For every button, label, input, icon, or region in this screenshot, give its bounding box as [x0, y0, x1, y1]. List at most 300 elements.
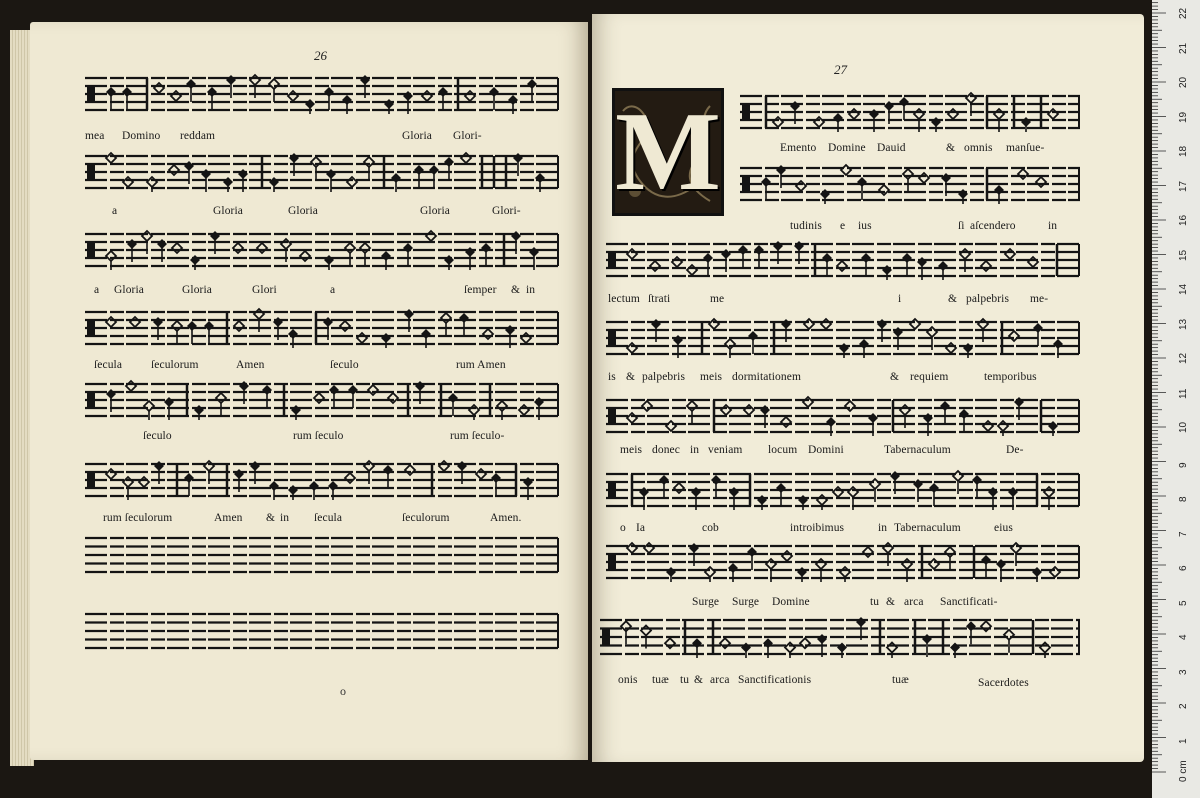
- lyric: Domini: [808, 444, 844, 456]
- note-icon: [822, 253, 832, 276]
- note-icon: [627, 343, 637, 353]
- note-icon: [672, 257, 682, 267]
- note-icon: [981, 261, 991, 271]
- lyric: palpebris: [642, 371, 686, 383]
- lyric: &: [890, 371, 900, 383]
- music-staff: [85, 150, 559, 194]
- page-number: 27: [834, 62, 847, 77]
- clef-icon: [608, 252, 616, 268]
- note-icon: [429, 165, 439, 188]
- note-icon: [459, 313, 469, 336]
- note-icon: [665, 638, 675, 648]
- lyric: &: [511, 284, 521, 296]
- note-icon: [899, 97, 909, 120]
- note-icon: [644, 543, 654, 553]
- clef-icon: [742, 104, 750, 120]
- note-icon: [139, 477, 149, 487]
- ruler-mark-label: 16: [1178, 214, 1189, 226]
- lyric: aſcendero: [970, 220, 1016, 232]
- note-icon: [903, 169, 913, 192]
- note-icon: [1009, 331, 1019, 341]
- note-icon: [627, 543, 637, 553]
- clef-icon: [608, 330, 616, 346]
- note-icon: [324, 87, 334, 110]
- ruler-mark-label: 13: [1178, 318, 1189, 330]
- note-icon: [348, 385, 358, 408]
- lyric: requiem: [910, 371, 949, 383]
- lyric: rum ſeculorum: [103, 512, 173, 524]
- clef-icon: [608, 408, 616, 424]
- lyric: &: [946, 142, 956, 154]
- lyric: introibimus: [790, 522, 845, 534]
- lyric: manſue-: [1006, 142, 1045, 154]
- note-icon: [705, 567, 715, 582]
- lyric: arca: [904, 596, 924, 608]
- note-icon: [946, 343, 956, 353]
- lyric: tuæ: [892, 674, 909, 686]
- note-icon: [154, 83, 164, 93]
- note-icon: [738, 245, 748, 268]
- page-number: 26: [314, 48, 327, 63]
- ruler-mark-label: 22: [1178, 7, 1189, 19]
- lyric: Sanctificationis: [738, 674, 812, 686]
- note-icon: [465, 91, 475, 101]
- lyric: Glori-: [492, 205, 521, 217]
- ruler-mark-label: 14: [1178, 283, 1189, 295]
- note-icon: [269, 481, 279, 500]
- lyric: Gloria: [402, 130, 432, 142]
- lyric: Dauid: [877, 142, 906, 154]
- lyric: tu: [870, 596, 880, 608]
- note-icon: [422, 91, 432, 101]
- lyric: Gloria: [114, 284, 144, 296]
- ruler-mark-label: 19: [1178, 111, 1189, 123]
- lyric: tuæ: [652, 674, 669, 686]
- note-icon: [311, 157, 321, 180]
- note-icon: [948, 109, 958, 119]
- note-icon: [821, 319, 831, 329]
- lyric: rum Amen: [456, 359, 506, 371]
- note-icon: [674, 483, 684, 493]
- lyric: Sacerdotes: [978, 677, 1029, 689]
- note-icon: [627, 249, 637, 259]
- note-icon: [508, 95, 518, 114]
- lyric: eius: [994, 522, 1013, 534]
- note-icon: [345, 243, 355, 266]
- note-icon: [347, 177, 357, 187]
- lyric: lectum: [608, 293, 640, 305]
- ruler-mark-label: 21: [1178, 42, 1189, 54]
- ruler-mark-label: 12: [1178, 352, 1189, 364]
- ruler-mark-label: 9: [1178, 461, 1189, 468]
- lyric: donec: [652, 444, 680, 456]
- note-icon: [863, 547, 873, 557]
- lyric: omnis: [964, 142, 993, 154]
- lyric: veniam: [708, 444, 743, 456]
- lyric: ſecula: [94, 359, 123, 371]
- ruler-mark-label: 2: [1178, 703, 1189, 709]
- note-icon: [360, 243, 370, 266]
- note-icon: [122, 87, 132, 110]
- note-icon: [776, 483, 786, 506]
- lyric: dormitationem: [732, 371, 802, 383]
- note-icon: [940, 401, 950, 424]
- note-icon: [233, 243, 243, 253]
- lyric: tu: [680, 674, 690, 686]
- lyric: Gloria: [213, 205, 243, 217]
- note-icon: [761, 177, 771, 200]
- note-icon: [438, 87, 448, 110]
- note-icon: [207, 87, 217, 110]
- note-icon: [527, 79, 537, 102]
- note-icon: [172, 321, 182, 344]
- ruler-mark-label: 5: [1178, 599, 1189, 606]
- note-icon: [476, 469, 486, 479]
- note-icon: [405, 465, 415, 475]
- lyric: Domine: [828, 142, 866, 154]
- ruler-mark-label: 4: [1178, 634, 1189, 640]
- lyric: Amen: [214, 512, 243, 524]
- lyric: tudinis: [790, 220, 823, 232]
- note-icon: [171, 91, 181, 101]
- note-icon: [1028, 257, 1038, 267]
- note-icon: [1018, 169, 1028, 179]
- note-icon: [747, 547, 757, 570]
- lyric: e: [840, 220, 846, 232]
- lyric: Amen.: [490, 512, 522, 524]
- note-icon: [814, 117, 824, 127]
- clef-icon: [87, 392, 95, 408]
- note-icon: [859, 339, 869, 358]
- note-icon: [929, 559, 939, 569]
- lyric: me: [710, 293, 725, 305]
- note-icon: [130, 317, 140, 327]
- note-icon: [328, 481, 338, 500]
- note-icon: [803, 397, 813, 407]
- music-staff: [85, 378, 559, 422]
- note-icon: [448, 393, 458, 416]
- note-icon: [106, 469, 116, 479]
- note-icon: [833, 113, 843, 132]
- lyric: temporibus: [984, 371, 1037, 383]
- clef-icon: [87, 320, 95, 336]
- note-icon: [861, 253, 871, 276]
- music-staff: [85, 72, 559, 116]
- lyric: i: [898, 293, 902, 305]
- clef-icon: [608, 554, 616, 570]
- note-icon: [204, 321, 214, 344]
- note-icon: [687, 265, 697, 275]
- note-icon: [184, 473, 194, 496]
- lyric: meis: [700, 371, 723, 383]
- ruler-mark-label: 15: [1178, 249, 1189, 261]
- note-icon: [342, 95, 352, 114]
- note-icon: [106, 317, 116, 327]
- note-icon: [381, 251, 391, 270]
- note-icon: [659, 475, 669, 498]
- empty-staff: [85, 608, 559, 654]
- note-icon: [826, 417, 836, 436]
- ruler-mark-label: 1: [1178, 737, 1189, 744]
- note-icon: [666, 421, 676, 431]
- note-icon: [329, 385, 339, 408]
- note-icon: [748, 331, 758, 354]
- lyric: ſtrati: [648, 293, 671, 305]
- lyric: o: [620, 522, 626, 534]
- note-icon: [744, 405, 754, 415]
- lyric: Gloria: [182, 284, 212, 296]
- note-icon: [966, 621, 976, 644]
- music-staff: [606, 394, 1080, 438]
- note-icon: [994, 185, 1004, 204]
- lyric: in: [878, 522, 888, 534]
- note-icon: [800, 638, 810, 648]
- note-icon: [257, 243, 267, 253]
- note-icon: [721, 405, 731, 415]
- note-icon: [186, 79, 196, 102]
- lyric: Glori-: [453, 130, 482, 142]
- note-icon: [461, 153, 471, 163]
- lyric: ſecula: [314, 512, 343, 524]
- ruler-mark-label: 10: [1178, 421, 1189, 433]
- music-staff: [600, 614, 1080, 660]
- note-icon: [902, 253, 912, 276]
- lyric: ius: [858, 220, 872, 232]
- note-icon: [781, 417, 791, 427]
- note-icon: [1004, 630, 1014, 653]
- music-staff: [85, 228, 559, 272]
- lyric: Glori: [252, 284, 277, 296]
- lyric: Tabernaculum: [894, 522, 961, 534]
- note-icon: [959, 409, 969, 432]
- note-icon: [262, 385, 272, 408]
- note-icon: [720, 638, 730, 648]
- note-icon: [1036, 177, 1046, 187]
- lyric: me-: [1030, 293, 1049, 305]
- ruler-mark-label: 7: [1178, 530, 1189, 537]
- music-staff: [740, 162, 1080, 206]
- clef-icon: [608, 482, 616, 498]
- catchword: o: [340, 684, 346, 698]
- lyric: palpebris: [966, 293, 1010, 305]
- note-icon: [1053, 339, 1063, 358]
- lyric: Tabernaculum: [884, 444, 951, 456]
- music-staff: [606, 238, 1080, 282]
- clef-icon: [602, 629, 610, 646]
- lyric: in: [526, 284, 536, 296]
- note-icon: [1050, 567, 1060, 577]
- note-icon: [519, 405, 529, 415]
- note-icon: [841, 165, 851, 175]
- lyric: Sanctificati-: [940, 596, 998, 608]
- note-icon: [981, 621, 991, 631]
- note-icon: [796, 181, 806, 191]
- note-icon: [627, 413, 637, 423]
- lyric: Domino: [122, 130, 161, 142]
- note-icon: [421, 329, 431, 348]
- note-icon: [414, 165, 424, 188]
- lyric: locum: [768, 444, 798, 456]
- note-icon: [709, 319, 719, 329]
- note-icon: [388, 393, 398, 403]
- note-icon: [535, 173, 545, 192]
- note-icon: [981, 555, 991, 578]
- ruler-mark-label: 18: [1178, 145, 1189, 157]
- note-icon: [234, 321, 244, 331]
- right-page: [592, 14, 1144, 762]
- lyric: &: [694, 674, 704, 686]
- lyric: Domine: [772, 596, 810, 608]
- note-icon: [687, 401, 697, 424]
- note-icon: [368, 385, 378, 395]
- note-icon: [1005, 249, 1015, 259]
- note-icon: [169, 165, 179, 175]
- note-icon: [106, 251, 116, 270]
- note-icon: [849, 109, 859, 119]
- note-icon: [728, 563, 738, 582]
- note-icon: [497, 401, 507, 420]
- lyric: &: [266, 512, 276, 524]
- note-icon: [833, 487, 843, 497]
- note-icon: [929, 483, 939, 506]
- note-icon: [314, 393, 324, 403]
- music-staff: [606, 540, 1080, 584]
- lyric: is: [608, 371, 616, 383]
- note-icon: [216, 393, 226, 416]
- note-icon: [426, 231, 436, 241]
- lyric: &: [886, 596, 896, 608]
- empty-staff: [85, 532, 559, 578]
- lyric: Surge: [732, 596, 760, 608]
- note-icon: [357, 333, 367, 343]
- note-icon: [288, 329, 298, 348]
- music-staff: [606, 468, 1080, 512]
- decorated-initial: [612, 88, 724, 216]
- lyric: Surge: [692, 596, 720, 608]
- note-icon: [383, 465, 393, 488]
- note-icon: [521, 333, 531, 343]
- note-icon: [650, 261, 660, 271]
- lyric: ſemper: [464, 284, 497, 296]
- note-icon: [309, 481, 319, 500]
- note-icon: [621, 621, 631, 644]
- ruler-ticks: [1152, 0, 1200, 798]
- lyric: meis: [620, 444, 643, 456]
- note-icon: [187, 321, 197, 344]
- note-icon: [340, 321, 350, 331]
- lyric: ſeculorum: [151, 359, 199, 371]
- ruler-mark-label: 20: [1178, 76, 1189, 88]
- note-icon: [754, 245, 764, 268]
- ruler-mark-label: 3: [1178, 668, 1189, 675]
- note-icon: [837, 261, 847, 271]
- lyric: mea: [85, 130, 105, 142]
- note-icon: [144, 401, 154, 420]
- lyric: &: [626, 371, 636, 383]
- lyric: arca: [710, 674, 730, 686]
- note-icon: [439, 461, 449, 471]
- initial-letter: M: [615, 90, 721, 214]
- clef-icon: [87, 164, 95, 180]
- lyric: Gloria: [288, 205, 318, 217]
- lyric: a: [112, 205, 118, 217]
- lyric: &: [948, 293, 958, 305]
- clef-icon: [87, 472, 95, 488]
- note-icon: [481, 243, 491, 266]
- music-staff: [606, 316, 1080, 360]
- lyric: ſeculo: [330, 359, 359, 371]
- note-icon: [711, 475, 721, 498]
- lyric: a: [94, 284, 100, 296]
- note-icon: [441, 313, 451, 336]
- note-icon: [773, 117, 783, 127]
- note-icon: [403, 243, 413, 266]
- left-page: [30, 22, 588, 760]
- measuring-ruler: [1152, 0, 1200, 798]
- note-icon: [642, 401, 652, 411]
- note-icon: [345, 473, 355, 483]
- lyric: Gloria: [420, 205, 450, 217]
- music-staff: [85, 306, 559, 350]
- note-icon: [972, 475, 982, 498]
- clef-icon: [742, 176, 750, 192]
- lyric: rum ſeculo: [293, 430, 344, 442]
- note-icon: [489, 87, 499, 110]
- lyric: Amen: [236, 359, 265, 371]
- lyric: Ia: [636, 522, 646, 534]
- note-icon: [444, 157, 454, 180]
- note-icon: [364, 157, 374, 180]
- note-icon: [391, 173, 401, 192]
- note-icon: [725, 339, 735, 358]
- lyric: reddam: [180, 130, 216, 142]
- note-icon: [857, 177, 867, 200]
- note-icon: [106, 87, 116, 110]
- lyric: De-: [1006, 444, 1024, 456]
- ruler-mark-label: 17: [1178, 180, 1189, 192]
- lyric: in: [1048, 220, 1058, 232]
- lyric: in: [280, 512, 290, 524]
- lyric: cob: [702, 522, 719, 534]
- note-icon: [782, 551, 792, 561]
- note-icon: [491, 473, 501, 496]
- lyric: rum ſeculo-: [450, 430, 505, 442]
- lyric: ſeculo: [143, 430, 172, 442]
- note-icon: [106, 153, 116, 163]
- lyric: onis: [618, 674, 638, 686]
- ruler-mark-label: 6: [1178, 565, 1189, 571]
- note-icon: [123, 177, 133, 187]
- lyric: in: [690, 444, 700, 456]
- note-icon: [483, 329, 493, 339]
- note-icon: [910, 319, 920, 329]
- clef-icon: [87, 242, 95, 258]
- note-icon: [172, 243, 182, 253]
- ruler-unit-label: 0 cm: [1178, 760, 1189, 782]
- lyric: ſeculorum: [402, 512, 450, 524]
- clef-icon: [87, 86, 95, 102]
- ruler-mark-label: 11: [1178, 388, 1189, 399]
- note-icon: [1033, 323, 1043, 346]
- note-icon: [879, 185, 889, 195]
- music-staff: [85, 458, 559, 502]
- lyric: a: [330, 284, 336, 296]
- note-icon: [919, 173, 929, 183]
- music-staff: [740, 90, 1080, 134]
- note-icon: [300, 251, 310, 261]
- note-icon: [945, 547, 955, 570]
- note-icon: [1048, 109, 1058, 119]
